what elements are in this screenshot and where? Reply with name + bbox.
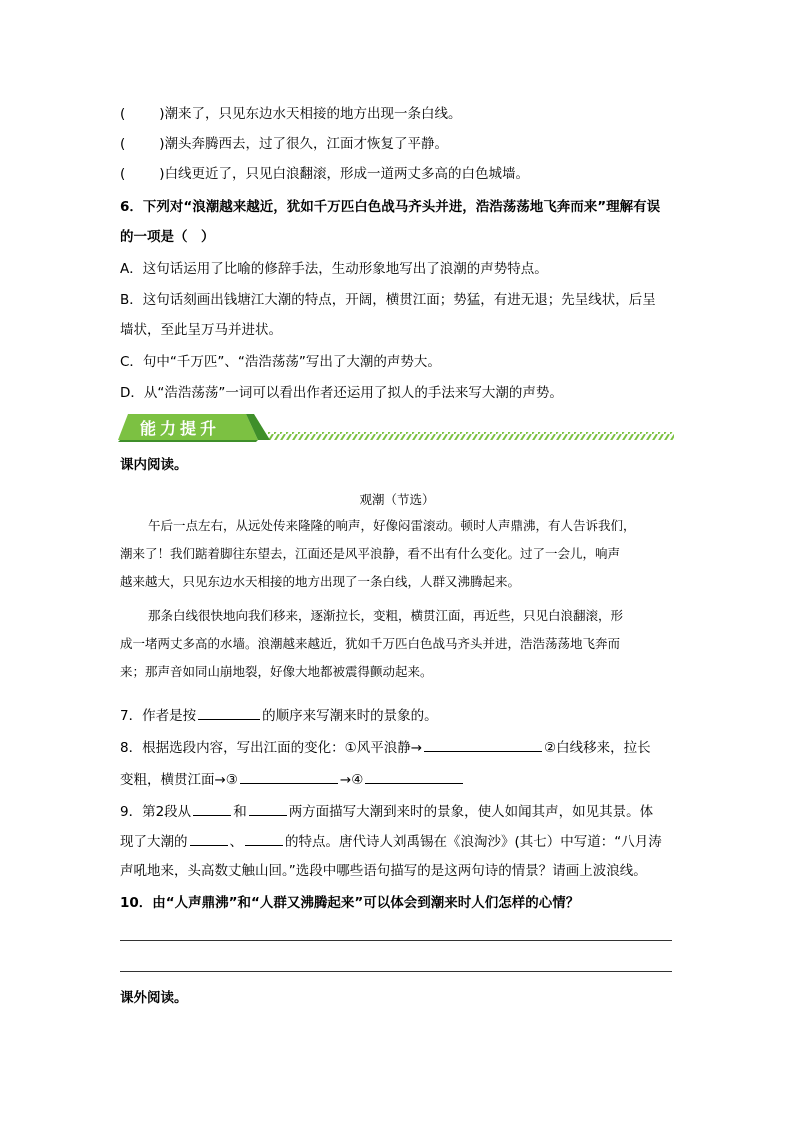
q6-option-b-line1: B．这句话刻画出钱塘江大潮的特点，开阔，横贯江面；势猛，有进无退；先呈线状，后呈 — [120, 292, 656, 308]
q8-answer-blank-4[interactable] — [365, 769, 463, 784]
q8-line1: 8．根据选段内容，写出江面的变化：①风平浪静→ ②白线移来，拉长 — [120, 737, 651, 758]
order-item-2: ( )潮头奔腾西去，过了很久，江面才恢复了平静。 — [120, 136, 449, 152]
q10-answer-line-1[interactable] — [120, 940, 672, 941]
q6-option-a: A．这句话运用了比喻的修辞手法，生动形象地写出了浪潮的声势特点。 — [120, 261, 548, 277]
passage-p1-line2: 潮来了！我们踮着脚往东望去，江面还是风平浪静，看不出有什么变化。过了一会儿，响声 — [120, 546, 621, 561]
order-item-2-text: 潮头奔腾西去，过了很久，江面才恢复了平静。 — [164, 136, 449, 152]
banner-label: 能力提升 — [140, 419, 221, 438]
q9-line3: 声吼地来，头高数丈触山回。”选段中哪些语句描写的是这两句诗的情景？请画上波浪线。 — [120, 863, 647, 879]
q6-stem-line1: 6．下列对“浪潮越来越近，犹如千万匹白色战马齐头并进，浩浩荡荡地飞奔而来”理解有误 — [120, 199, 661, 215]
q9-line2: 现了大潮的 、 的特点。唐代诗人刘禹锡在《浪淘沙》(其七）中写道：“八月涛 — [120, 831, 662, 852]
passage-p1-line3: 越来越大，只见东边水天相接的地方出现了一条白线，人群又沸腾起来。 — [120, 574, 521, 589]
order-item-3: ( )白线更近了，只见白浪翻滚，形成一道两丈多高的白色城墙。 — [120, 166, 530, 182]
q6-option-b-line2: 墙状，至此呈万马并进状。 — [120, 322, 282, 338]
q6-option-c: C．句中“千万匹”、“浩浩荡荡”写出了大潮的声势大。 — [120, 354, 441, 370]
passage-p2-line2: 成一堵两丈多高的水墙。浪潮越来越近，犹如千万匹白色战马齐头并进，浩浩荡荡地飞奔而 — [120, 636, 621, 651]
q8-answer-blank-3[interactable] — [240, 769, 338, 784]
q7: 7．作者是按 的顺序来写潮来时的景象的。 — [120, 705, 438, 726]
ability-banner — [118, 410, 674, 442]
q9-answer-blank-1[interactable] — [193, 801, 231, 816]
q9-line1: 9．第2段从 和 两方面描写大潮到来时的景象，使人如闻其声，如见其景。体 — [120, 801, 653, 822]
q6-option-d: D．从“浩浩荡荡”一词可以看出作者还运用了拟人的手法来写大潮的声势。 — [120, 385, 563, 401]
q9-answer-blank-2[interactable] — [249, 801, 287, 816]
section-in-class-reading: 课内阅读。 — [120, 457, 188, 473]
passage-p1-line1: 午后一点左右，从远处传来隆隆的响声，好像闷雷滚动。顿时人声鼎沸，有人告诉我们， — [148, 518, 636, 533]
passage-p2-line3: 来；那声音如同山崩地裂，好像大地都被震得颤动起来。 — [120, 664, 433, 679]
q10: 10．由“人声鼎沸”和“人群又沸腾起来”可以体会到潮来时人们怎样的心情？ — [120, 895, 580, 911]
q6-stem-line2: 的一项是（ ） — [120, 229, 215, 245]
passage-title: 观潮（节选） — [359, 492, 435, 507]
q9-answer-blank-3[interactable] — [190, 831, 228, 846]
q9-answer-blank-4[interactable] — [245, 831, 283, 846]
order-item-3-text: 白线更近了，只见白浪翻滚，形成一道两丈多高的白色城墙。 — [164, 166, 530, 182]
q8-line2: 变粗，横贯江面→③ →④ — [120, 769, 465, 790]
order-item-1: ( )潮来了，只见东边水天相接的地方出现一条白线。 — [120, 106, 462, 122]
q10-answer-line-2[interactable] — [120, 971, 672, 972]
q7-answer-blank[interactable] — [198, 705, 260, 720]
order-item-1-text: 潮来了，只见东边水天相接的地方出现一条白线。 — [164, 106, 462, 122]
section-extracurricular-reading: 课外阅读。 — [120, 990, 188, 1006]
passage-p2-line1: 那条白线很快地向我们移来，逐渐拉长，变粗，横贯江面，再近些，只见白浪翻滚，形 — [148, 608, 624, 623]
q8-answer-blank-1[interactable] — [424, 737, 542, 752]
